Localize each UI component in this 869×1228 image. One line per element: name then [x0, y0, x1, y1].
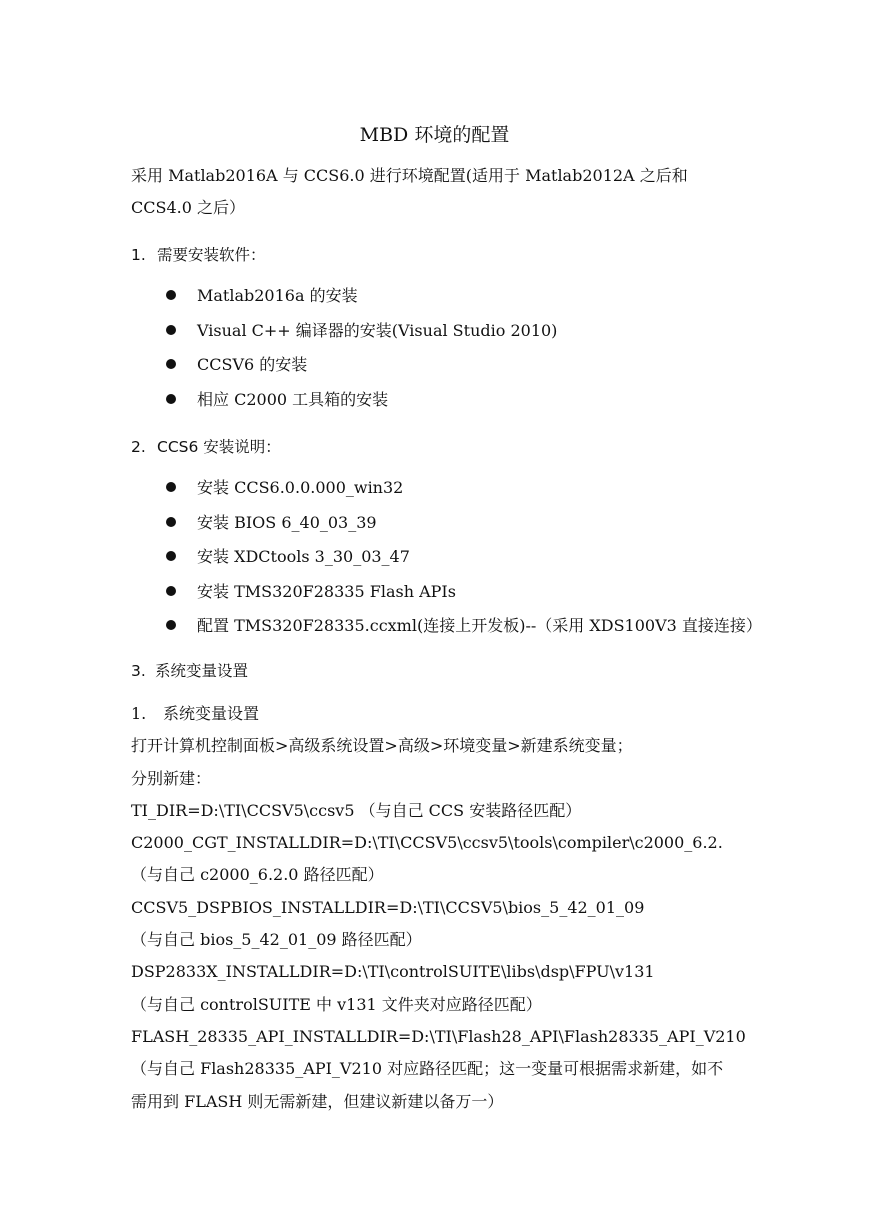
bullet-icon — [166, 482, 176, 492]
section-number: 2. — [131, 438, 146, 456]
text-line: 需用到 FLASH 则无需新建，但建议新建以备万一） — [131, 1091, 504, 1111]
document-title: MBD 环境的配置 — [359, 124, 510, 146]
bullet-icon — [166, 359, 176, 369]
text-line: DSP2833X_INSTALLDIR=D:\TI\controlSUITE\libs\dsp\FPU\v131 — [131, 962, 655, 982]
list-item: Matlab2016a 的安装 — [166, 285, 557, 320]
section-heading-1 — [131, 244, 266, 266]
bullet-icon — [166, 620, 176, 630]
text-line: 分别新建： — [131, 768, 212, 788]
list-item: 相应 C2000 工具箱的安装 — [166, 389, 557, 424]
list-item: 安装 CCS6.0.0.000_win32 — [166, 477, 762, 512]
section-title: 系统变量设置 — [155, 662, 249, 680]
body-text — [131, 702, 751, 1122]
list-item: 安装 TMS320F28335 Flash APIs — [166, 581, 762, 616]
section-title: CCS6 安装说明： — [157, 438, 281, 456]
bullet-icon — [166, 517, 176, 527]
bullet-icon — [166, 325, 176, 335]
list-item: CCSV6 的安装 — [166, 354, 557, 389]
section-number: 3. — [131, 662, 146, 680]
text-line: （与自己 bios_5_42_01_09 路径匹配） — [131, 930, 422, 950]
text-line: （与自己 c2000_6.2.0 路径匹配） — [131, 865, 384, 885]
text-line: FLASH_28335_API_INSTALLDIR=D:\TI\Flash28_API\Flash28335_API_V210 — [131, 1026, 746, 1046]
bullet-icon — [166, 586, 176, 596]
section-number: 1. — [131, 246, 146, 264]
list-item: 安装 BIOS 6_40_03_39 — [166, 512, 762, 547]
text-line: 打开计算机控制面板>高级系统设置>高级>环境变量>新建系统变量； — [131, 736, 633, 756]
bullet-icon — [166, 290, 176, 300]
bullet-icon — [166, 551, 176, 561]
section-heading-2 — [131, 436, 281, 458]
list-item: 安装 XDCtools 3_30_03_47 — [166, 546, 762, 581]
text-line: CCSV5_DSPBIOS_INSTALLDIR=D:\TI\CCSV5\bios_5_42_01_09 — [131, 897, 645, 917]
text-line: （与自己 Flash28335_API_V210 对应路径匹配；这一变量可根据需求新建，如不 — [131, 1059, 724, 1079]
intro-paragraph: 采用 Matlab2016A 与 CCS6.0 进行环境配置(适用于 Matlab2012A 之后和 CCS4.0 之后） — [131, 166, 688, 217]
software-list — [166, 285, 557, 423]
text-line: C2000_CGT_INSTALLDIR=D:\TI\CCSV5\ccsv5\tools\compiler\c2000_6.2. — [131, 833, 723, 853]
list-item: 配置 TMS320F28335.ccxml(连接上开发板)--（采用 XDS100V3 直接连接） — [166, 615, 762, 650]
list-item: Visual C++ 编译器的安装(Visual Studio 2010) — [166, 320, 557, 355]
bullet-icon — [166, 394, 176, 404]
section-title: 需要安装软件： — [157, 246, 266, 264]
section-heading-3 — [131, 660, 248, 682]
text-line: TI_DIR=D:\TI\CCSV5\ccsv5 （与自己 CCS 安装路径匹配） — [131, 800, 582, 820]
subsection-heading: 1. 系统变量设置 — [131, 704, 260, 723]
install-list — [166, 477, 762, 650]
text-line: （与自己 controlSUITE 中 v131 文件夹对应路径匹配） — [131, 994, 542, 1014]
